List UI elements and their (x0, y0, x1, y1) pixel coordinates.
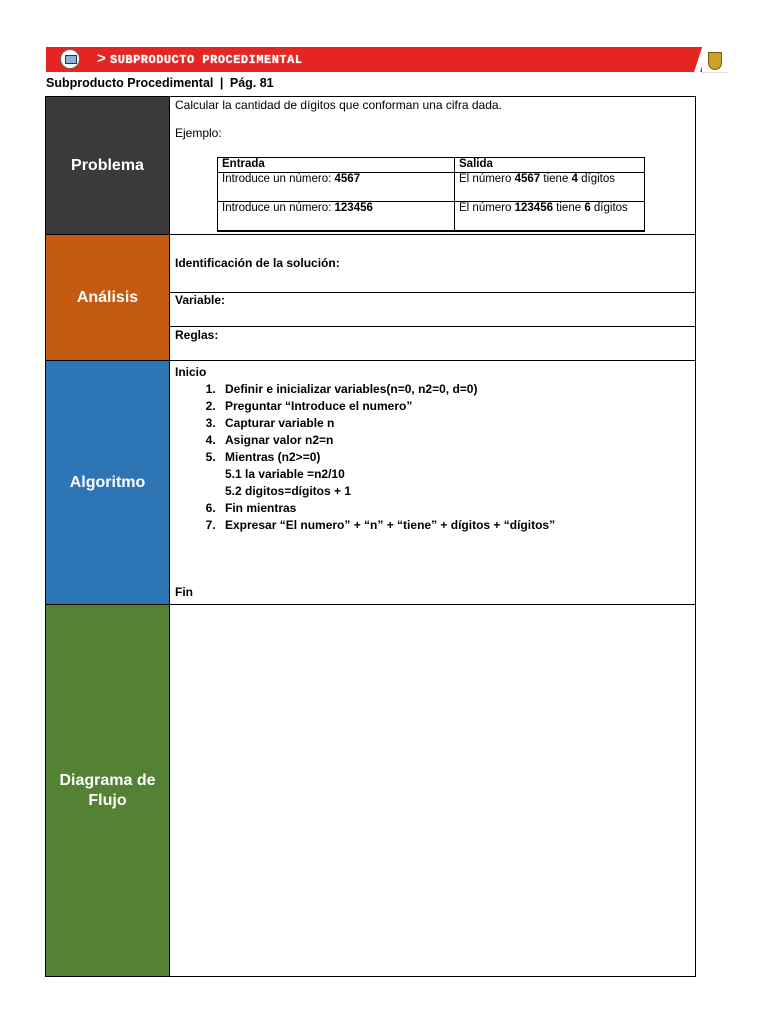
school-logo-icon (60, 49, 80, 69)
salida-text: El número (459, 173, 515, 185)
row-diagrama (46, 605, 695, 976)
list-item: 7. Expresar “El numero” + “n” + “tiene” + dígitos + “dígitos” (219, 517, 555, 534)
table-row (218, 202, 645, 232)
algorithm-steps-continued (175, 500, 555, 534)
list-item: 3. Capturar variable n (219, 415, 555, 432)
label-analisis: Análisis (46, 235, 170, 360)
header-entrada: Entrada (218, 158, 455, 173)
list-item: 2. Preguntar “Introduce el numero” (219, 398, 555, 415)
content-algoritmo (169, 361, 695, 604)
algorithm-text (175, 364, 555, 534)
content-analisis (169, 235, 695, 360)
algorithm-steps (175, 381, 555, 466)
list-item: 1. Definir e inicializar variables(n=0, n2=0, d=0) (219, 381, 555, 398)
label-algoritmo: Algoritmo (46, 361, 170, 604)
label-problema: Problema (46, 97, 170, 234)
salida-digits: 4 (571, 173, 578, 185)
list-item: 6. Fin mientras (219, 500, 555, 517)
salida-text: El número (459, 202, 515, 214)
label-diagrama (46, 605, 170, 976)
label-diagrama-line2: Flujo (88, 791, 127, 809)
salida-number: 123456 (514, 202, 553, 214)
crest-icon (708, 52, 722, 70)
chevron-right-icon: > (97, 50, 106, 67)
salida-cell (455, 202, 645, 232)
salida-text: tiene (540, 173, 572, 185)
header-salida: Salida (455, 158, 645, 173)
problem-description: Calcular la cantidad de dígitos que conforman una cifra dada. (175, 98, 502, 112)
page-separator: | (219, 76, 224, 90)
variable-label: Variable: (175, 293, 226, 307)
algorithm-start: Inicio (175, 365, 207, 379)
algorithm-substep: 5.2 digitos=dígitos + 1 (225, 484, 352, 498)
label-diagrama-line1: Diagrama de (59, 771, 156, 789)
analisis-variable-row (169, 293, 695, 327)
flowchart-area[interactable] (169, 605, 695, 976)
salida-text: dígitos (590, 202, 628, 214)
entrada-number: 4567 (334, 173, 361, 185)
identificacion-label: Identificación de la solución: (175, 256, 340, 270)
row-analisis (46, 235, 695, 361)
salida-text: dígitos (577, 173, 616, 185)
table-row (218, 173, 645, 202)
reglas-label: Reglas: (175, 328, 219, 342)
list-item: 5. Mientras (n2>=0) (219, 449, 555, 466)
example-table (217, 157, 645, 232)
analisis-identificacion-row (169, 235, 695, 293)
algorithm-end: Fin (175, 585, 193, 599)
salida-text: tiene (552, 202, 585, 214)
list-item: 4. Asignar valor n2=n (219, 432, 555, 449)
algorithm-substep: 5.1 la variable =n2/10 (225, 467, 345, 481)
worksheet-table (45, 96, 696, 977)
example-table-header (218, 158, 645, 173)
page-number: Pág. 81 (229, 76, 274, 90)
analisis-reglas-row (169, 327, 695, 360)
page-title: Subproducto Procedimental (46, 76, 214, 90)
salida-cell (455, 173, 645, 202)
entrada-number: 123456 (334, 202, 373, 214)
entrada-text: Introduce un número: (222, 173, 335, 185)
page-heading (46, 76, 274, 90)
salida-number: 4567 (514, 173, 541, 185)
example-label: Ejemplo: (175, 126, 222, 140)
entrada-cell (218, 173, 455, 202)
row-algoritmo (46, 361, 695, 605)
row-problema (46, 97, 695, 235)
entrada-cell (218, 202, 455, 232)
banner-title: SUBPRODUCTO PROCEDIMENTAL (110, 53, 303, 67)
salida-digits: 6 (584, 202, 591, 214)
entrada-text: Introduce un número: (222, 202, 335, 214)
content-problema (169, 97, 695, 234)
